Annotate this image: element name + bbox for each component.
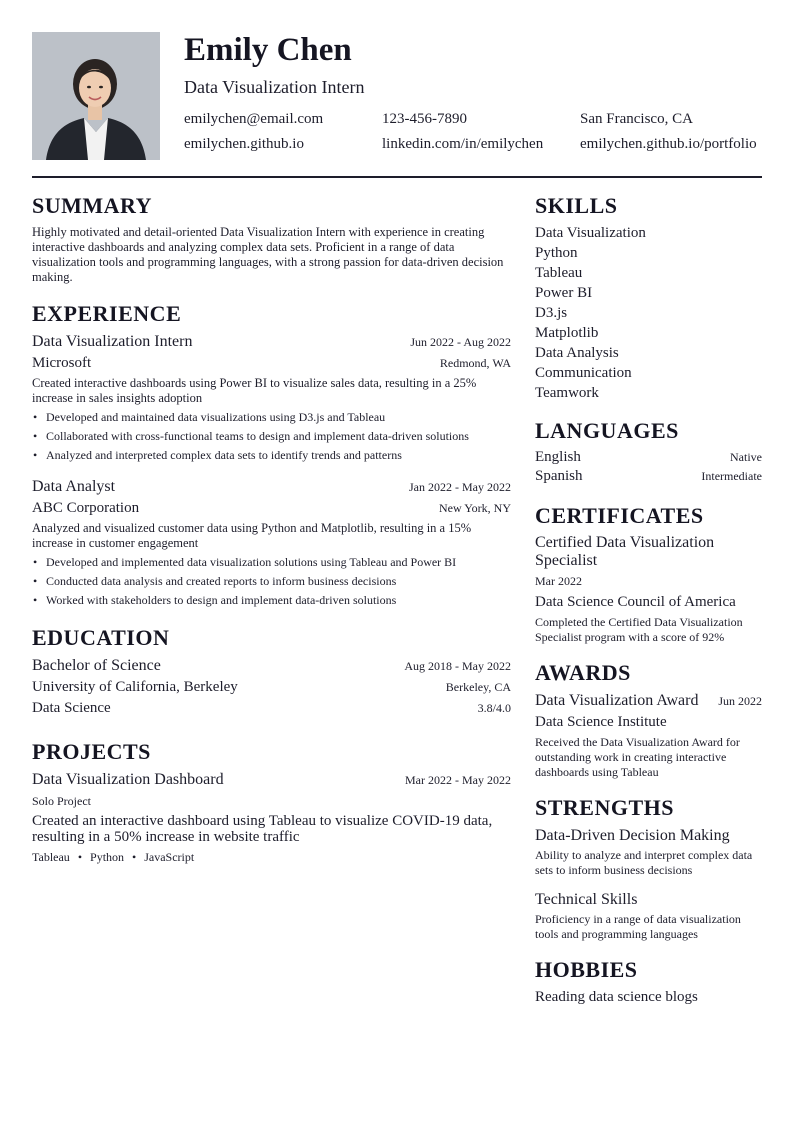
contact-linkedin[interactable]: linkedin.com/in/emilychen (382, 136, 544, 152)
job-company: ABC Corporation (32, 500, 140, 516)
skill-item: Power BI (535, 285, 593, 301)
strength-description: Ability to analyze and interpret complex data sets to inform business decisions (535, 848, 753, 877)
skill-item: D3.js (535, 305, 568, 321)
education-degree: Bachelor of Science (32, 657, 161, 674)
job-description: Analyzed and visualized customer data using Python and Matplotlib, resulting in a 15% increase in customer engagement (32, 521, 472, 550)
job-bullet: • Collaborated with cross-functional teams to design and implement data-driven solutions (32, 429, 511, 444)
project-tag: JavaScript (144, 850, 195, 864)
job-bullets (32, 555, 511, 608)
hobby-item: Reading data science blogs (535, 989, 698, 1005)
skill-item: Data Analysis (535, 345, 619, 361)
job-bullet: • Conducted data analysis and created reports to inform business decisions (32, 574, 511, 589)
header-divider (32, 176, 762, 178)
summary-text: Highly motivated and detail-oriented Data Visualization Intern with experience in creating interactive dashboards and analyzing complex data sets. Proficient in a range of data visualization tools and programming languages, with a strong passion for data-driven decision making. (32, 225, 504, 284)
section-title-strengths: STRENGTHS (535, 795, 674, 820)
tag-separator: • (132, 850, 137, 864)
profile-photo (32, 32, 160, 160)
left-column (32, 192, 511, 865)
skill-item: Python (535, 245, 578, 261)
summary-section (32, 192, 511, 285)
project-dates: Mar 2022 - May 2022 (405, 773, 511, 787)
candidate-name: Emily Chen (184, 32, 352, 68)
job-description: Created interactive dashboards using Power BI to visualize sales data, resulting in a 25% increase in sales insights adoption (32, 376, 477, 405)
job-location: New York, NY (438, 501, 511, 515)
strength-name: Data-Driven Decision Making (535, 827, 730, 844)
job-bullets (32, 410, 511, 463)
skill-item: Communication (535, 365, 632, 381)
awards-section (535, 659, 762, 780)
award-date: Jun 2022 (718, 694, 762, 708)
award-issuer: Data Science Institute (535, 714, 667, 730)
skills-list (535, 223, 762, 403)
skill-item: Teamwork (535, 385, 599, 401)
education-school: University of California, Berkeley (32, 679, 238, 695)
certificate-issuer: Data Science Council of America (535, 594, 736, 610)
projects-section (32, 738, 511, 865)
education-dates: Aug 2018 - May 2022 (404, 659, 511, 673)
section-title-summary: SUMMARY (32, 193, 153, 218)
section-title-skills: SKILLS (535, 193, 618, 218)
contact-phone[interactable]: 123-456-7890 (382, 111, 467, 127)
certificate-description: Completed the Certified Data Visualization Specialist program with a score of 92% (535, 615, 743, 644)
award-description: Received the Data Visualization Award for outstanding work in creating interactive dashboards using Tableau (535, 735, 740, 779)
project-type: Solo Project (32, 794, 91, 808)
project-tag: Tableau (32, 850, 70, 864)
tag-separator: • (77, 850, 83, 864)
education-location: Berkeley, CA (445, 680, 511, 694)
hobbies-section (535, 956, 762, 1007)
person-portrait-icon (32, 32, 160, 160)
job-dates: Jun 2022 - Aug 2022 (410, 335, 511, 349)
right-column (535, 192, 762, 1007)
skill-item: Tableau (535, 265, 583, 281)
contact-location: San Francisco, CA (580, 111, 693, 127)
languages-section (535, 417, 762, 486)
contact-github[interactable]: emilychen.github.io (184, 136, 304, 152)
job-entry (32, 477, 511, 608)
project-tag: Python (90, 850, 125, 864)
job-company: Microsoft (32, 355, 92, 371)
skill-item: Matplotlib (535, 325, 599, 341)
contact-email[interactable]: emilychen@email.com (184, 111, 324, 127)
strengths-section (535, 794, 762, 942)
section-title-awards: AWARDS (535, 660, 631, 685)
section-title-projects: PROJECTS (32, 739, 151, 764)
education-section (32, 624, 511, 718)
award-name: Data Visualization Award (535, 692, 699, 709)
certificates-section (535, 502, 762, 645)
education-field: Data Science (32, 700, 111, 716)
language-level: Intermediate (701, 469, 762, 483)
job-entry (32, 332, 511, 463)
language-name: English (535, 449, 581, 465)
job-dates: Jan 2022 - May 2022 (409, 480, 511, 494)
section-title-certificates: CERTIFICATES (535, 503, 704, 528)
experience-section (32, 300, 511, 608)
candidate-title: Data Visualization Intern (184, 77, 365, 97)
job-bullet: • Analyzed and interpreted complex data sets to identify trends and patterns (32, 448, 511, 463)
job-role: Data Visualization Intern (32, 333, 193, 350)
strength-name: Technical Skills (535, 891, 638, 908)
education-gpa: 3.8/4.0 (477, 701, 511, 715)
project-description: Created an interactive dashboard using Tableau to visualize COVID-19 data, resulting in a 50% increase in website traffic (32, 813, 493, 845)
language-name: Spanish (535, 468, 583, 484)
skills-section (535, 192, 762, 403)
contact-portfolio[interactable]: emilychen.github.io/portfolio (580, 136, 757, 152)
certificate-date: Mar 2022 (535, 574, 582, 588)
project-tags (32, 850, 511, 865)
section-title-education: EDUCATION (32, 625, 170, 650)
section-title-experience: EXPERIENCE (32, 301, 182, 326)
certificate-name: Certified Data Visualization Specialist (535, 534, 715, 569)
section-title-languages: LANGUAGES (535, 418, 679, 443)
skill-item: Data Visualization (535, 225, 646, 241)
job-bullet: • Developed and implemented data visualization solutions using Tableau and Power BI (32, 555, 511, 570)
job-location: Redmond, WA (439, 356, 511, 370)
job-bullet: • Developed and maintained data visualizations using D3.js and Tableau (32, 410, 511, 425)
project-name: Data Visualization Dashboard (32, 771, 224, 788)
job-bullet: • Worked with stakeholders to design and implement data-driven solutions (32, 593, 511, 608)
job-role: Data Analyst (32, 478, 116, 495)
language-level: Native (730, 450, 762, 464)
strength-description: Proficiency in a range of data visualization tools and programming languages (535, 912, 741, 941)
section-title-hobbies: HOBBIES (535, 957, 638, 982)
